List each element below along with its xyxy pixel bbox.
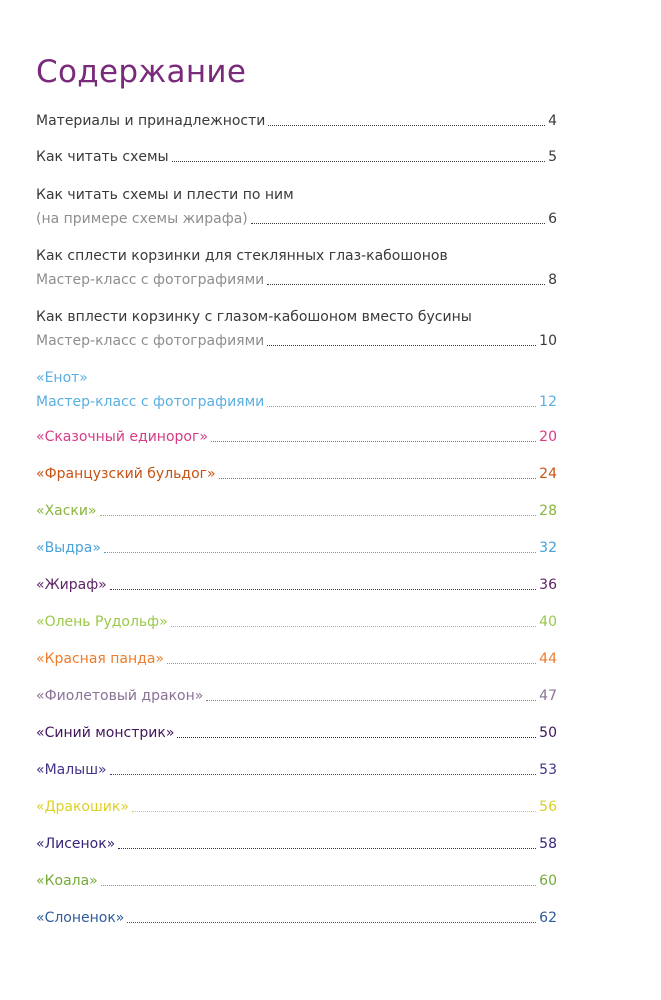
toc-entry-title-line bbox=[36, 571, 557, 595]
toc-entry[interactable] bbox=[36, 904, 557, 928]
dot-leader bbox=[267, 406, 536, 407]
toc-entry-page-number: 10 bbox=[539, 333, 557, 349]
toc-entry[interactable] bbox=[36, 423, 557, 447]
toc-entry-title-line bbox=[36, 460, 557, 484]
toc-entry-label: Мастер-класс с фотографиями bbox=[36, 333, 265, 349]
dot-leader bbox=[118, 848, 536, 849]
toc-entry-label: Мастер-класс с фотографиями bbox=[36, 272, 265, 288]
toc-entry-page-number: 40 bbox=[539, 614, 557, 630]
toc-entry-label: «Малыш» bbox=[36, 762, 107, 778]
dot-leader bbox=[167, 663, 536, 664]
toc-entry[interactable] bbox=[36, 645, 557, 669]
toc-entry[interactable] bbox=[36, 242, 557, 290]
dot-leader bbox=[104, 552, 536, 553]
toc-entry-title-line bbox=[36, 107, 557, 131]
toc-entry-label: «Дракошик» bbox=[36, 799, 129, 815]
toc-entry-title-line bbox=[36, 497, 557, 521]
toc-entry[interactable] bbox=[36, 107, 557, 131]
toc-entry-label: Материалы и принадлежности bbox=[36, 113, 266, 129]
toc-entry-page-number: 36 bbox=[539, 577, 557, 593]
toc-entry-label: «Олень Рудольф» bbox=[36, 614, 168, 630]
toc-entry-label: Как вплести корзинку с глазом-кабошоном вместо бусины bbox=[36, 309, 472, 325]
toc-entry-label: «Жираф» bbox=[36, 577, 107, 593]
toc-entry-page-number: 20 bbox=[539, 429, 557, 445]
dot-leader bbox=[101, 885, 536, 886]
toc-entry-title-line bbox=[36, 534, 557, 558]
toc-entry-label: «Синий монстрик» bbox=[36, 725, 175, 741]
toc-entry[interactable] bbox=[36, 756, 557, 780]
toc-entry-title-line bbox=[36, 423, 557, 447]
toc-entry[interactable] bbox=[36, 303, 557, 351]
toc-entry-label: Как сплести корзинки для стеклянных глаз-кабошонов bbox=[36, 248, 448, 264]
toc-entry-subtitle-line bbox=[36, 388, 557, 412]
toc-entry-title-line bbox=[36, 756, 557, 780]
toc-entry-title-line bbox=[36, 830, 557, 854]
toc-entry-title-line bbox=[36, 867, 557, 891]
toc-entry-label: «Фиолетовый дракон» bbox=[36, 688, 204, 704]
dot-leader bbox=[110, 589, 536, 590]
toc-entry[interactable] bbox=[36, 534, 557, 558]
toc-entry-page-number: 28 bbox=[539, 503, 557, 519]
dot-leader bbox=[172, 161, 545, 162]
toc-entry-subtitle-line bbox=[36, 205, 557, 229]
toc-entry[interactable] bbox=[36, 181, 557, 229]
toc-entry-page-number: 32 bbox=[539, 540, 557, 556]
toc-entry-label: «Слоненок» bbox=[36, 910, 125, 926]
toc-entry-label: «Красная панда» bbox=[36, 651, 164, 667]
toc-entry-page-number: 6 bbox=[548, 211, 557, 227]
toc-entry-page-number: 53 bbox=[539, 762, 557, 778]
dot-leader bbox=[267, 345, 536, 346]
toc-entry-title-line bbox=[36, 608, 557, 632]
toc-entry-title-line bbox=[36, 242, 557, 266]
toc-entry-title-line bbox=[36, 645, 557, 669]
toc-entry-label: «Енот» bbox=[36, 370, 88, 386]
dot-leader bbox=[127, 922, 536, 923]
toc-entry-page-number: 8 bbox=[548, 272, 557, 288]
toc-entry[interactable] bbox=[36, 143, 557, 167]
toc-entry-label: (на примере схемы жирафа) bbox=[36, 211, 248, 227]
dot-leader bbox=[267, 284, 545, 285]
toc-entry-title-line bbox=[36, 682, 557, 706]
toc-entry-page-number: 58 bbox=[539, 836, 557, 852]
toc-entry-page-number: 50 bbox=[539, 725, 557, 741]
toc-entry-subtitle-line bbox=[36, 266, 557, 290]
toc-entry-label: Мастер-класс с фотографиями bbox=[36, 394, 265, 410]
toc-entry-title-line bbox=[36, 303, 557, 327]
toc-entry-label: Как читать схемы и плести по ним bbox=[36, 187, 294, 203]
toc-entry-subtitle-line bbox=[36, 327, 557, 351]
dot-leader bbox=[110, 774, 537, 775]
toc-entry-title-line bbox=[36, 364, 557, 388]
toc-entry-label: «Коала» bbox=[36, 873, 98, 889]
dot-leader bbox=[100, 515, 537, 516]
toc-entry[interactable] bbox=[36, 682, 557, 706]
toc-entry-page-number: 47 bbox=[539, 688, 557, 704]
toc-entry-title-line bbox=[36, 719, 557, 743]
toc-entry-page-number: 12 bbox=[539, 394, 557, 410]
toc-entry-page-number: 44 bbox=[539, 651, 557, 667]
toc-entry[interactable] bbox=[36, 571, 557, 595]
dot-leader bbox=[268, 125, 545, 126]
toc-entry-label: «Хаски» bbox=[36, 503, 97, 519]
toc-entry[interactable] bbox=[36, 497, 557, 521]
toc-entry[interactable] bbox=[36, 830, 557, 854]
toc-entry-title-line bbox=[36, 904, 557, 928]
dot-leader bbox=[177, 737, 536, 738]
toc-entry-title-line bbox=[36, 793, 557, 817]
page-title: Содержание bbox=[36, 54, 247, 90]
toc-entry-page-number: 62 bbox=[539, 910, 557, 926]
toc-entry-title-line bbox=[36, 143, 557, 167]
toc-entry-label: «Сказочный единорог» bbox=[36, 429, 208, 445]
toc-entry-page-number: 60 bbox=[539, 873, 557, 889]
toc-entry-label: Как читать схемы bbox=[36, 149, 169, 165]
toc-entry[interactable] bbox=[36, 608, 557, 632]
toc-entry-page-number: 5 bbox=[548, 149, 557, 165]
toc-entry-label: «Лисенок» bbox=[36, 836, 116, 852]
dot-leader bbox=[206, 700, 536, 701]
toc-entry[interactable] bbox=[36, 460, 557, 484]
toc-entry[interactable] bbox=[36, 867, 557, 891]
dot-leader bbox=[251, 223, 545, 224]
toc-entry-page-number: 56 bbox=[539, 799, 557, 815]
dot-leader bbox=[171, 626, 536, 627]
toc-entry-page-number: 24 bbox=[539, 466, 557, 482]
dot-leader bbox=[132, 811, 536, 812]
toc-entry-label: «Выдра» bbox=[36, 540, 101, 556]
dot-leader bbox=[219, 478, 537, 479]
toc-entry-page-number: 4 bbox=[548, 113, 557, 129]
toc-entry[interactable] bbox=[36, 364, 557, 412]
toc-entry-title-line bbox=[36, 181, 557, 205]
toc-entry-label: «Французский бульдог» bbox=[36, 466, 216, 482]
dot-leader bbox=[211, 441, 536, 442]
toc-entry[interactable] bbox=[36, 793, 557, 817]
toc-entry[interactable] bbox=[36, 719, 557, 743]
